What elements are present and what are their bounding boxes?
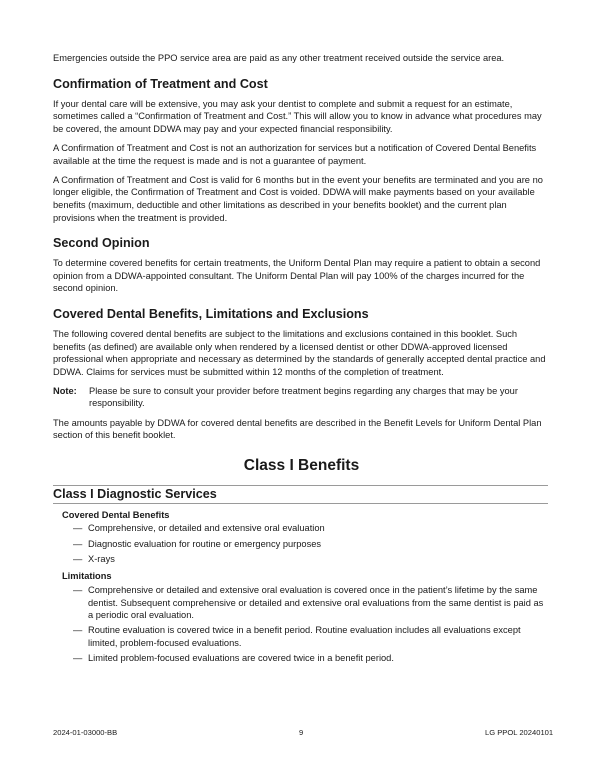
list-item-text: X-rays <box>88 553 115 564</box>
diagnostic-services-heading: Class I Diagnostic Services <box>53 485 548 504</box>
list-item-text: Comprehensive, or detailed and extensive oral evaluation <box>88 523 325 534</box>
confirmation-paragraph-3: A Confirmation of Treatment and Cost is valid for 6 months but in the event your benefits are terminated and you are no longer eligible, the Confirmation of Treatment and Cost is voided. DDWA will make payments based on your available benefits (maximum, deductible and other limitations as described in your benefits booklet) and the current plan provisions when the treatment is provided. <box>53 174 543 223</box>
page-number: 9 <box>299 728 304 737</box>
covered-benefits-heading: Covered Dental Benefits, Limitations and Exclusions <box>53 306 369 321</box>
list-item <box>53 538 550 551</box>
list-item-text: Routine evaluation is covered twice in a benefit period. Routine evaluation includes all evaluations except limited, problem-focused evaluations. <box>88 625 521 648</box>
dash-bullet-icon: — <box>73 523 83 534</box>
covered-benefits-list <box>53 522 550 565</box>
covered-benefits-paragraph: The following covered dental benefits are subject to the limitations and exclusions contained in this booklet. Such benefits (as defined) are available only when rendered by a licensed dentist or other DDWA-approved licensed professional when appropriate and necessary as determined by the standards of generally accepted dental practice and DDWA. Claims for services must be submitted within 12 months of the completion of treatment. <box>53 328 546 377</box>
list-item <box>53 624 550 649</box>
second-opinion-paragraph: To determine covered benefits for certain treatments, the Uniform Dental Plan may require a patient to obtain a second opinion from a DDWA-appointed consultant. The Uniform Dental Plan will pay 100% of the charges incurred for the second opinion. <box>53 258 541 294</box>
document-code: 2024-01-03000-BB <box>53 728 118 737</box>
class-one-title: Class I Benefits <box>243 456 360 474</box>
intro-paragraph: Emergencies outside the PPO service area are paid as any other treatment received outside the service area. <box>53 53 505 63</box>
limitations-subheading: Limitations <box>62 571 112 582</box>
closing-paragraph: The amounts payable by DDWA for covered dental benefits are described in the Benefit Levels for Uniform Dental Plan section of this benefit booklet. <box>53 417 542 441</box>
dash-bullet-icon: — <box>73 553 83 564</box>
list-item-text: Limited problem-focused evaluations are covered twice in a benefit period. <box>88 653 394 664</box>
list-item <box>53 553 550 566</box>
note-label: Note: <box>53 385 77 396</box>
covered-dental-benefits-subheading: Covered Dental Benefits <box>62 509 170 520</box>
plan-code: LG PPOL 20240101 <box>485 728 554 737</box>
list-item-text: Comprehensive or detailed and extensive oral evaluation is covered once in the patient’s lifetime by the same dentist. Subsequent comprehensive or detailed and extensive oral evaluations from the same dentist is paid as a periodic oral evaluation. <box>88 585 544 621</box>
second-opinion-heading: Second Opinion <box>53 236 150 251</box>
dash-bullet-icon: — <box>73 538 83 549</box>
limitations-list <box>53 584 550 665</box>
list-item-text: Diagnostic evaluation for routine or emergency purposes <box>88 538 322 549</box>
dash-bullet-icon: — <box>73 653 83 664</box>
confirmation-heading: Confirmation of Treatment and Cost <box>53 76 268 91</box>
note-text: Please be sure to consult your provider before treatment begins regarding any charges that may be your responsibility. <box>89 385 518 409</box>
note-block <box>53 385 550 410</box>
document-page <box>53 52 550 670</box>
dash-bullet-icon: — <box>73 585 83 595</box>
confirmation-paragraph-2: A Confirmation of Treatment and Cost is not an authorization for services but a notification of Covered Dental Benefits available at the time the request is made and is not a guarantee of payment. <box>53 142 537 166</box>
confirmation-paragraph-1: If your dental care will be extensive, you may ask your dentist to complete and submit a request for an estimate, sometimes called a “Confirmation of Treatment and Cost.” This will allow you to know in advance what procedures may be covered, the amount DDWA may pay and your expected financial responsibility. <box>53 98 542 134</box>
list-item <box>53 652 550 665</box>
dash-bullet-icon: — <box>73 625 83 636</box>
list-item <box>53 522 550 535</box>
list-item <box>53 584 550 622</box>
